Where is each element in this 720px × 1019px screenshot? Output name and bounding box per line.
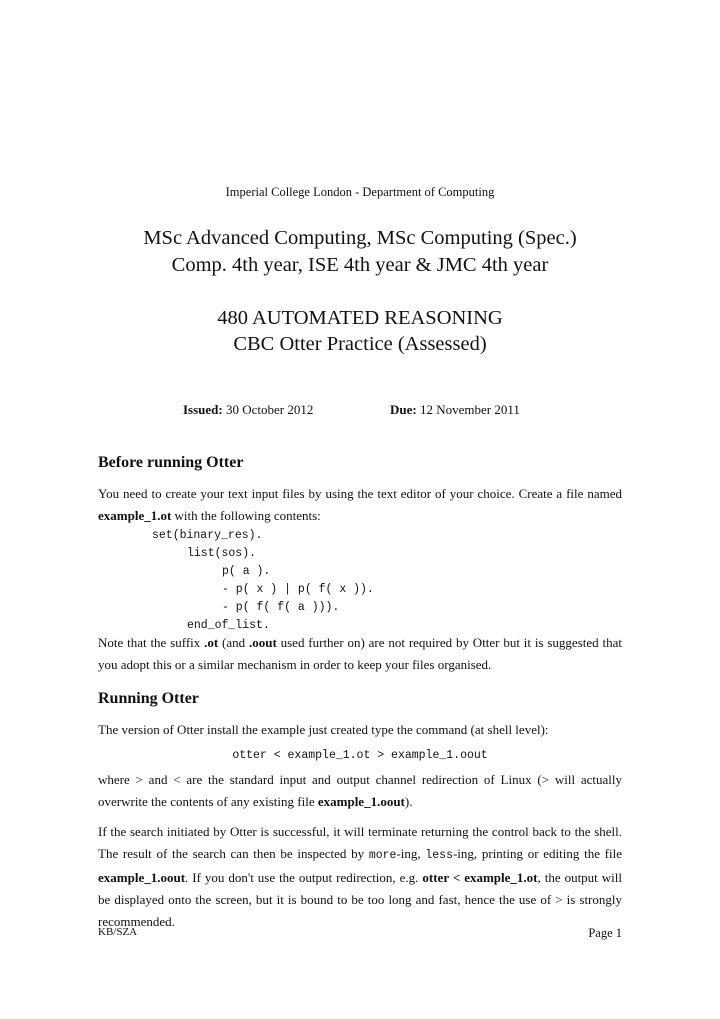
code-line: list(sos). bbox=[187, 547, 257, 560]
text-run: with the following contents: bbox=[171, 508, 321, 523]
text-run: used further on) are not required by Otter but it is suggested that you adopt this or a similar mechanism in order to keep your files organised. bbox=[98, 635, 622, 672]
course-title: 480 AUTOMATED REASONING bbox=[217, 307, 503, 329]
code-line: p( a ). bbox=[222, 565, 271, 578]
section1-paragraph-1 bbox=[98, 483, 622, 527]
text-run: Note that the suffix bbox=[98, 635, 205, 650]
due-date bbox=[390, 402, 520, 418]
section2-paragraph-2 bbox=[98, 769, 622, 813]
text-run: (and bbox=[218, 635, 249, 650]
code-line: - p( f( f( a ))). bbox=[222, 601, 340, 614]
programmes-line-2: Comp. 4th year, ISE 4th year & JMC 4th year bbox=[171, 254, 549, 276]
text-run: . If you don't use the output redirection, e.g. bbox=[185, 870, 423, 885]
section1-paragraph-2 bbox=[98, 632, 622, 676]
text-run: ). bbox=[404, 794, 413, 809]
institution-line: Imperial College London - Department of Computing bbox=[225, 185, 495, 199]
text-run: , the output will be displayed onto the screen, but it is bound to be too long and fast, hence the use of > is strongly recommended. bbox=[98, 870, 622, 929]
issued-value: 30 October 2012 bbox=[226, 402, 314, 417]
filename: example_1.ot bbox=[98, 508, 172, 523]
due-value: 12 November 2011 bbox=[419, 402, 520, 417]
more-command: more bbox=[368, 849, 397, 862]
suffix-oout: .oout bbox=[248, 635, 277, 650]
section-heading-running-otter: Running Otter bbox=[98, 690, 199, 707]
command-line: otter < example_1.ot > example_1.oout bbox=[232, 749, 488, 762]
text-run: where > and < are the standard input and output channel redirection of Linux (> will actually overwrite the contents of any existing file bbox=[98, 772, 622, 809]
filename: example_1.oout bbox=[317, 794, 405, 809]
programmes-line-1: MSc Advanced Computing, MSc Computing (Spec.) bbox=[143, 227, 577, 249]
less-command: less bbox=[425, 849, 453, 862]
section2-paragraph-1: The version of Otter install the example just created type the command (at shell level): bbox=[98, 722, 549, 737]
code-line: set(binary_res). bbox=[152, 529, 263, 542]
code-line: - p( x ) | p( f( x )). bbox=[222, 583, 374, 596]
issued-label: Issued: bbox=[183, 402, 223, 417]
suffix-ot: .ot bbox=[204, 635, 219, 650]
text-run: -ing, bbox=[396, 846, 426, 861]
due-label: Due: bbox=[390, 402, 417, 417]
code-line: end_of_list. bbox=[187, 619, 270, 632]
footer-author: KB/SZA bbox=[98, 926, 138, 938]
issued-date bbox=[183, 402, 313, 418]
assignment-title: CBC Otter Practice (Assessed) bbox=[233, 333, 487, 355]
text-run: If the search initiated by Otter is successful, it will terminate returning the control back to the shell. The result of the search can then be inspected by bbox=[98, 824, 622, 861]
filename: example_1.oout bbox=[98, 870, 186, 885]
footer-page-number: Page 1 bbox=[588, 926, 622, 940]
text-run: -ing, printing or editing the file bbox=[452, 846, 622, 861]
section2-paragraph-3 bbox=[98, 821, 622, 933]
text-run: You need to create your text input files by using the text editor of your choice. Create a file named bbox=[98, 486, 622, 501]
section-heading-before-running: Before running Otter bbox=[98, 454, 244, 471]
command-example: otter < example_1.ot bbox=[422, 870, 538, 885]
